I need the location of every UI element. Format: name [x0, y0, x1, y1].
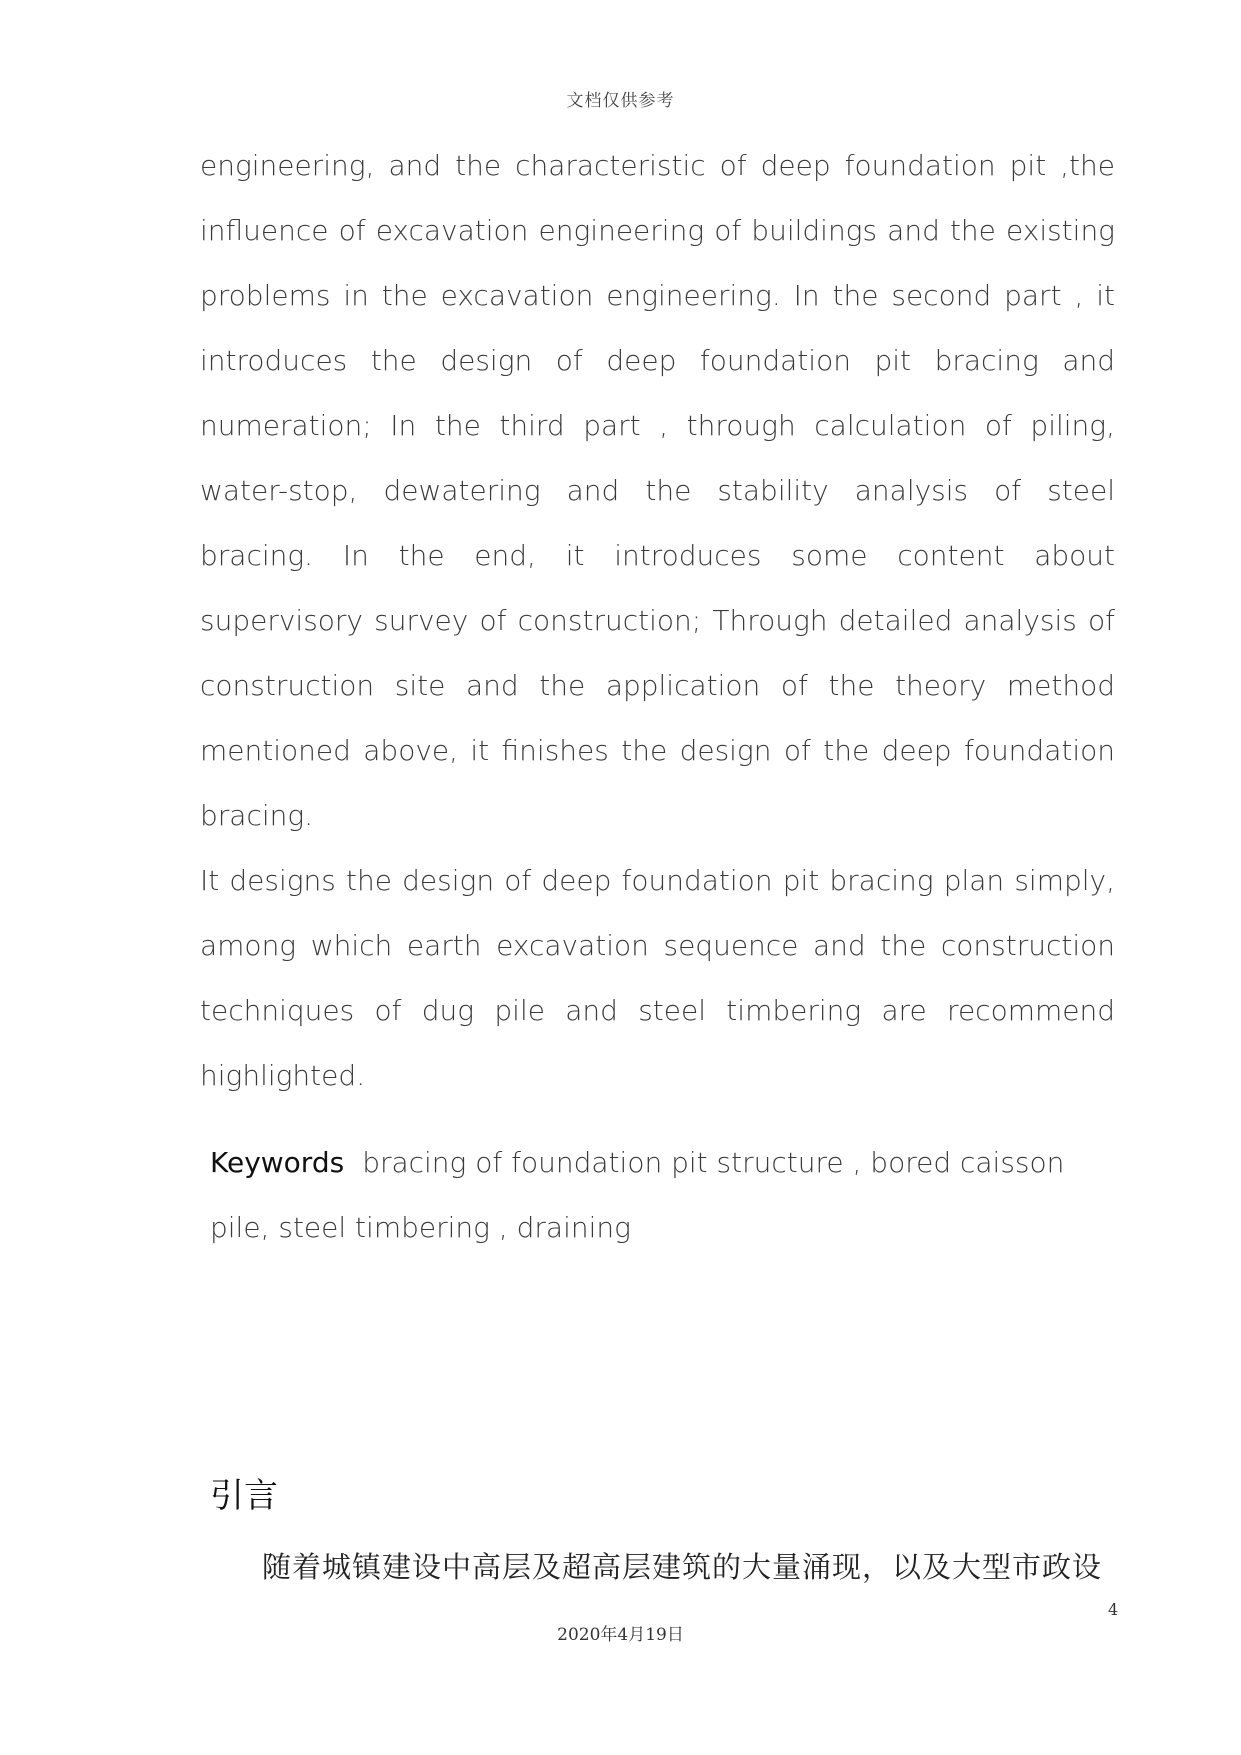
abstract-paragraph-2: It designs the design of deep foundation pit bracing plan simply, among which earth excavation sequence and the construction techniques of dug pile and steel timbering are recommend highlighted. — [200, 864, 1115, 1092]
page-number: 4 — [1108, 1600, 1119, 1619]
section-title: 引言 — [210, 1476, 278, 1516]
page-header: 文档仅供参考 — [566, 91, 675, 111]
keywords-label: Keywords — [210, 1146, 345, 1179]
keywords-text: bracing of foundation pit structure , bored caisson pile, steel timbering , draining — [210, 1146, 1065, 1244]
section-first-line: 随着城镇建设中高层及超高层建筑的大量涌现，以及大型市政设 — [262, 1550, 1103, 1584]
keywords-block — [210, 1130, 1115, 1260]
page-footer-date: 2020年4月19日 — [557, 1625, 684, 1645]
abstract-paragraph-1: engineering, and the characteristic of deep foundation pit ,the influence of excavation engineering of buildings and the existing problems in the excavation engineering. In the second part , it introduces the design of deep foundation pit bracing and numeration; In the third part , through calculation of piling, water-stop, dewatering and the stability analysis of steel bracing. In the end, it introduces some content about supervisory survey of construction; Through detailed analysis of construction site and the application of the theory method mentioned above, it finishes the design of the deep foundation bracing. — [200, 149, 1115, 832]
abstract-body — [200, 133, 1115, 1108]
